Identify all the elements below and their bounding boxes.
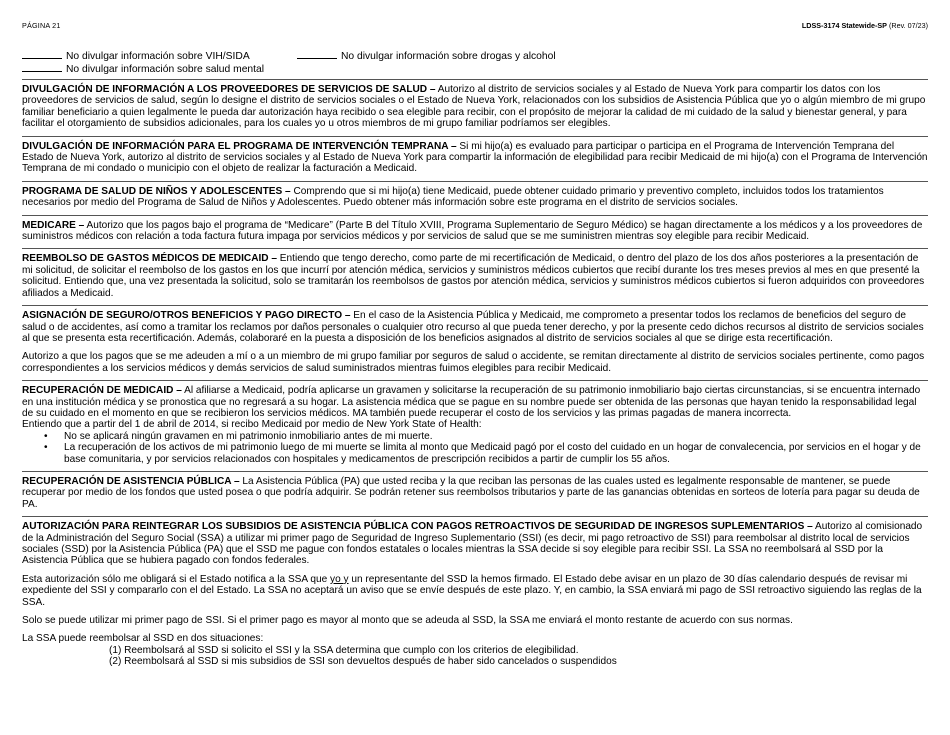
section-ssi-authorization <box>22 516 928 667</box>
section-text: Entiendo que tengo derecho, como parte de mi recertificación de Medicaid, o dentro del plazo de los dos años posteriores a la presentación de mi solicitud, de solicitar el reembolso de los gastos en los que incurrí por atención médica, servicios y suministros médicos cubiertos que recibí durante los tres meses previos al mes en que presenté la solicitud. Entiendo que, una vez presentada la solicitud, solo se tramitarán los reembolsos de gastos por atención médica, servicios y suministros médicos cubiertos si fueron adquiridos con proveedores afiliados a Medicaid. <box>22 253 925 299</box>
section-title: AUTORIZACIÓN PARA REINTEGRAR LOS SUBSIDIOS DE ASISTENCIA PÚBLICA CON PAGOS RETROACTIVOS DE SEGURIDAD DE INGRESOS SUPLEMENTARIOS – <box>22 521 813 533</box>
section-early-intervention <box>22 136 928 175</box>
underlined-text: yo y <box>330 573 349 585</box>
form-revision: (Rev. 07/23) <box>888 21 928 30</box>
section-title: DIVULGACIÓN DE INFORMACIÓN A LOS PROVEEDORES DE SERVICIOS DE SALUD – <box>22 84 436 95</box>
section-paragraph <box>22 84 928 130</box>
section-paragraph <box>22 385 928 419</box>
bullet-list <box>22 431 928 465</box>
section-text: Autorizo al comisionado de la Administración del Seguro Social (SSA) a utilizar mi primer pago de Seguridad de Ingreso Suplementario (SSI) (es decir, mi pago retroactivo de SSI) para reembolsar al distrito local de servicios sociales (SSD) por la Asistencia Pública (PA) que el SSD me pague con fondos estatales o locales mientras la SSA decide si soy elegible para recibir SSI. La SSA no reembolsará al SSD por la Asistencia Pública que se hubiera pagado con fondos federales. <box>22 521 923 567</box>
text-part: un representante del SSD la hemos firmado. El Estado debe avisar en un plazo de 30 días calendario después de revisar mi expediente del SSI y compararlo con el del Estado. La SSA no aceptará un aviso que se envíe después de este plazo. Y, en cambio, la SSA enviará mi pago de SSI retroactivo siguiendo las reglas de la SSA. <box>22 573 922 608</box>
numbered-item: (2) Reembolsará al SSD si mis subsidios de SSI son devueltos después de haber sido cancelados o suspendidos <box>109 656 617 668</box>
section-title: MEDICARE – <box>22 219 85 231</box>
section-text: La Asistencia Pública (PA) que usted reciba y la que reciban las personas de las cuales usted es legalmente responsable de mantener, se puede recuperar por medio de los fondos que usted posea o que podría adquirir. Se podrán retener sus reembolsos tributarios y parte de las ganancias obtenidas en sorteos de lotería para pagar su deuda de PA. <box>22 475 920 510</box>
text-part: Esta autorización sólo me obligará si el Estado notifica a la SSA que <box>22 573 331 585</box>
section-pa-recovery <box>22 471 928 510</box>
section-paragraph <box>22 220 928 243</box>
section-text: Autorizo que los pagos bajo el programa de “Medicare” (Parte B del Título XVIII, Programa Suplementario de Seguro Médico) se hagan directamente a los médicos y a los proveedores de suministros médicos con relación a toda factura futura impaga por servicios médicos y por servicios de salud que se me suministren mientras soy elegible para recibir Medicaid. <box>22 219 923 243</box>
section-paragraph-2: Autorizo a que los pagos que se me adeuden a mí o a un miembro de mi grupo familiar por seguros de salud o accidente, se remitan directamente al distrito de servicios sociales pertinente, como pagos correspondientes a los servicios médicos y demás servicios de salud suministrados mientras fuimos elegibles para recibir Medicaid. <box>22 351 925 374</box>
form-code: LDSS-3174 Statewide-SP <box>801 21 887 30</box>
section-paragraph <box>22 476 928 510</box>
section-text: Si mi hijo(a) es evaluado para participar o participa en el Programa de Intervención Temprana del Estado de Nueva York, autorizo al distrito de servicios sociales y al Estado de Nueva York para compartir la información de elegibilidad para recibir Medicaid de mi hijo(a) con el Programa de Intervención Temprana de mi condado o municipio con el objeto de realizar la facturación a Medicaid. <box>22 140 928 175</box>
section-medicaid-reimbursement <box>22 248 928 299</box>
section-title: ASIGNACIÓN DE SEGURO/OTROS BENEFICIOS Y PAGO DIRECTO – <box>22 310 351 322</box>
section-paragraph <box>22 186 928 209</box>
section-text: Autorizo al distrito de servicios sociales y al Estado de Nueva York para compartir los datos con los proveedores de servicios de salud, según lo designe el distrito de servicios sociales o el Estado de Nueva York, relacionados con los subsidios de Asistencia Pública que yo o algún miembro de mi grupo familiar beneficiario a quien legalmente le pueda dar autorización haya recibido o sea elegible para recibir, con el propósito de mejorar la calidad de mi cuidado de la salud y bienestar general, y para facilitar el otorgamiento de subsidios adicionales, para los cuales yo u otros miembros de mi grupo familiar podríamos ser elegibles. <box>22 84 926 130</box>
check-drugs[interactable] <box>297 50 556 63</box>
check-hiv[interactable] <box>22 50 264 63</box>
section-insurance-assignment <box>22 305 928 374</box>
document-body <box>22 79 928 674</box>
blank-line[interactable] <box>22 50 62 59</box>
section-title: RECUPERACIÓN DE MEDICAID – <box>22 385 182 397</box>
list-item: • La recuperación de los activos de mi patrimonio luego de mi muerte se limita al monto que Medicaid pagó por el costo del cuidado en un hogar de convalecencia, por servicios en el hogar y de base comunitaria, y por servicios relacionados con hospitales y medicamentos de prescripción recibidos a partir de cumplir los 55 años. <box>22 442 928 465</box>
section-child-teen-health <box>22 181 928 209</box>
section-title: REEMBOLSO DE GASTOS MÉDICOS DE MEDICAID – <box>22 253 277 265</box>
blank-line[interactable] <box>297 50 337 59</box>
blank-line[interactable] <box>22 63 62 72</box>
form-id <box>802 21 928 30</box>
check-hiv-label: No divulgar información sobre VIH/SIDA <box>66 51 250 62</box>
section-paragraph-2: Entiendo que a partir del 1 de abril de 2014, si recibo Medicaid por medio de New York State of Health: <box>22 419 482 431</box>
section-medicaid-recovery <box>22 380 928 465</box>
section-health-providers <box>22 79 928 130</box>
section-medicare <box>22 215 928 243</box>
page-number: PÁGINA 21 <box>22 21 61 30</box>
section-title: DIVULGACIÓN DE INFORMACIÓN PARA EL PROGRAMA DE INTERVENCIÓN TEMPRANA – <box>22 140 457 152</box>
section-paragraph <box>22 310 928 344</box>
section-text: Al afiliarse a Medicaid, podría aplicarse un gravamen y solicitarse la recuperación de su patrimonio inmobiliario bajo ciertas circunstancias, si se encuentra internado en una institución médica y se pronostica que no regresará a su hogar. La asistencia médica que se pague en su nombre puede ser obtenida de las personas que hayan tenido la responsabilidad legal de su cuidado en el momento en que se recibieron los servicios médicos. MA también puede recuperar el costo de los servicios y las primas pagadas de manera incorrecta. <box>22 385 921 419</box>
check-drugs-label: No divulgar información sobre drogas y alcohol <box>341 51 556 62</box>
section-paragraph-2 <box>22 574 928 608</box>
disclosure-checkboxes <box>22 50 556 76</box>
section-paragraph <box>22 253 928 299</box>
list-item: • No se aplicará ningún gravamen en mi patrimonio inmobiliario antes de mi muerte. <box>22 431 928 442</box>
numbered-item: (1) Reembolsará al SSD si solicito el SSI y la SSA determina que cumplo con los criterios de elegibilidad. <box>109 644 579 656</box>
check-mental-label: No divulgar información sobre salud mental <box>66 64 265 75</box>
section-paragraph <box>22 141 928 175</box>
section-paragraph-4: La SSA puede reembolsar al SSD en dos situaciones: <box>22 633 264 645</box>
section-title: PROGRAMA DE SALUD DE NIÑOS Y ADOLESCENTES – <box>22 185 291 197</box>
section-paragraph-3: Solo se puede utilizar mi primer pago de SSI. Si el primer pago es mayor al monto que se adeuda al SSD, la SSA me enviará el monto restante de acuerdo con sus normas. <box>22 615 793 627</box>
section-text: Comprendo que si mi hijo(a) tiene Medicaid, puede obtener cuidado primario y preventivo completo, incluidos todos los tratamientos necesarios por medio del Programa de Salud de Niños y Adolescentes. Puedo obtener más información sobre este programa en el distrito de servicios sociales. <box>22 185 884 209</box>
section-text: En el caso de la Asistencia Pública y Medicaid, me comprometo a presentar todos los reclamos de beneficios del seguro de salud o de accidentes, así como a tramitar los reclamos por daños personales o cualquier otro recurso al que pueda tener derecho, y por la presente cedo dichos recursos al distrito de servicios sociales al que se presenta esta recertificación. Además, colaboraré en la puesta a disposición de los beneficios asignados al distrito de servicios sociales al que se dirige esta recertificación. <box>22 310 924 344</box>
section-title: RECUPERACIÓN DE ASISTENCIA PÚBLICA – <box>22 475 240 487</box>
check-mental[interactable] <box>22 63 264 76</box>
section-paragraph <box>22 521 928 567</box>
